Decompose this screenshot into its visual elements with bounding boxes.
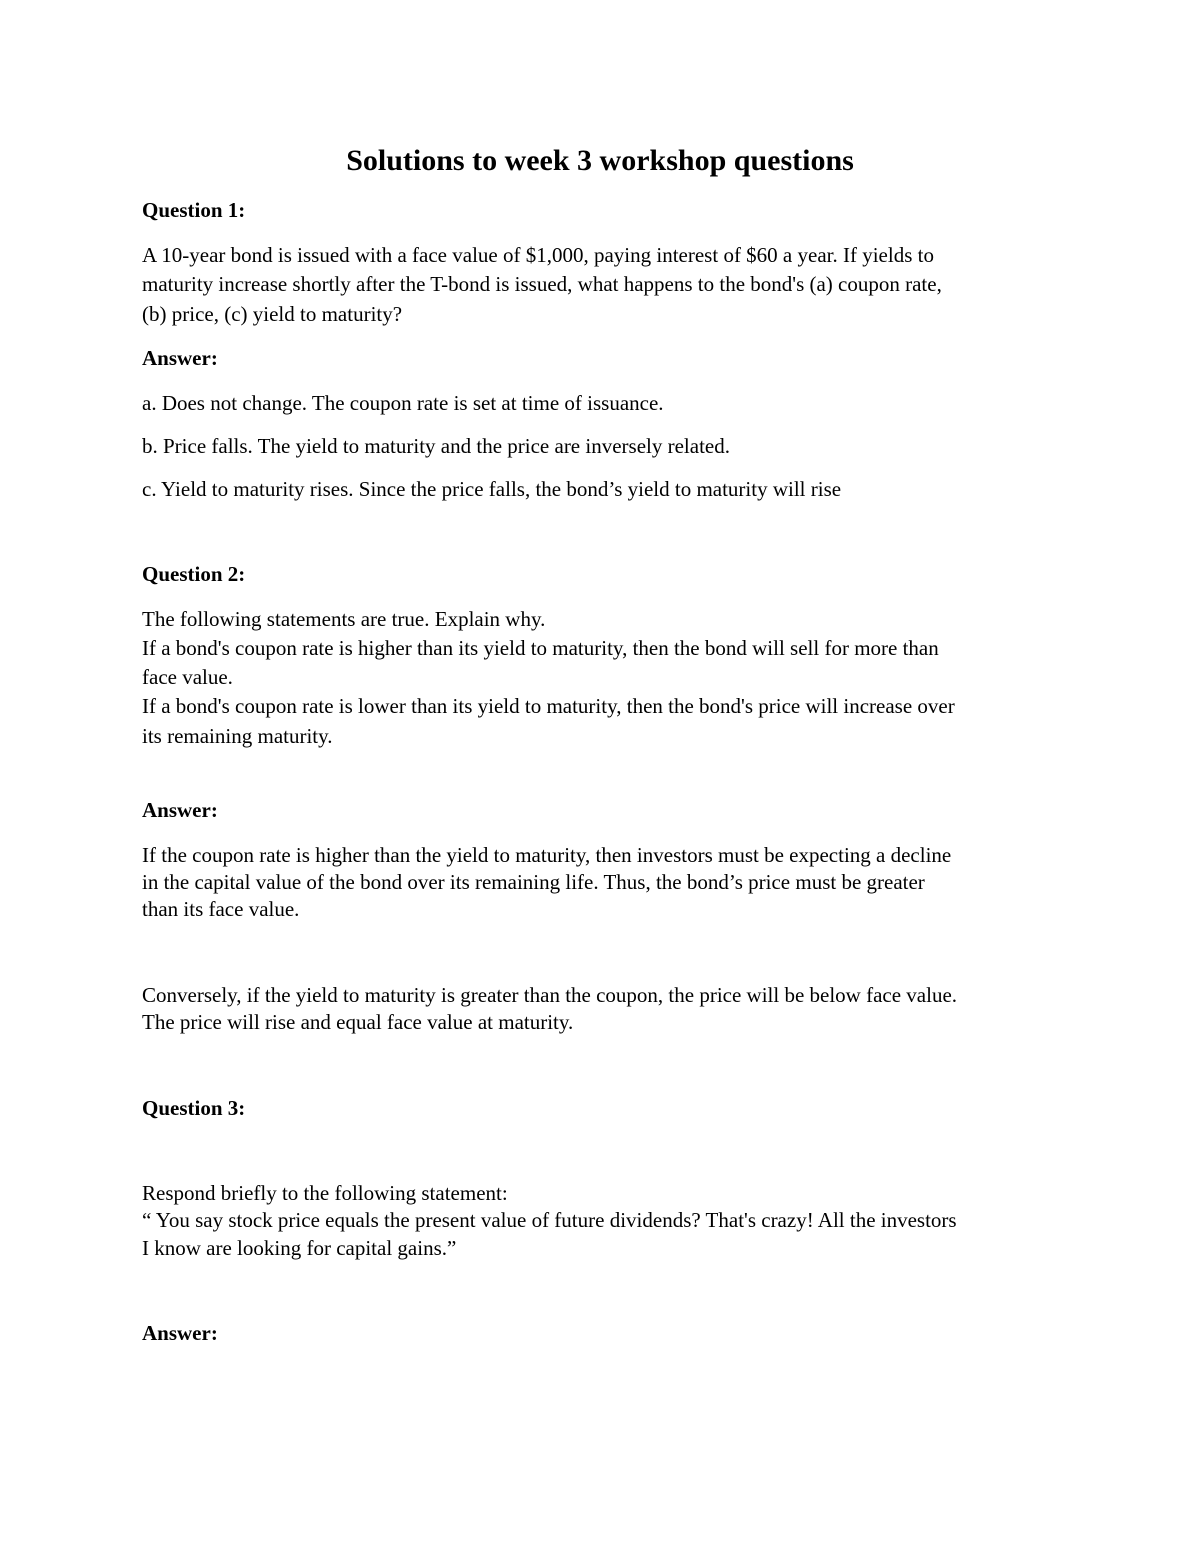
question-1-answer-c: c. Yield to maturity rises. Since the price falls, the bond’s yield to maturity will rise [142,477,842,501]
question-2-text-line: The following statements are true. Explain why. [142,607,546,631]
question-3-text-line: “ You say stock price equals the present value of future dividends? That's crazy! All the investors [142,1208,957,1232]
question-2-answer-line: If the coupon rate is higher than the yield to maturity, then investors must be expecting a decline [142,843,952,867]
page-title: Solutions to week 3 workshop questions [346,144,854,177]
question-2-text-line: If a bond's coupon rate is lower than its yield to maturity, then the bond's price will increase over [142,694,955,718]
question-3-text-line: I know are looking for capital gains.” [142,1236,457,1260]
question-3-text-line: Respond briefly to the following statement: [142,1181,508,1205]
question-2-text-line: its remaining maturity. [142,724,333,748]
question-1-text-line: A 10-year bond is issued with a face value of $1,000, paying interest of $60 a year. If yields to [142,243,934,267]
question-2-answer-line: Conversely, if the yield to maturity is greater than the coupon, the price will be below face value. [142,983,958,1007]
question-2-answer-heading: Answer: [142,798,218,822]
question-2-heading: Question 2: [142,562,246,586]
question-2-answer-line: in the capital value of the bond over its remaining life. Thus, the bond’s price must be greater [142,870,925,894]
question-3-heading: Question 3: [142,1096,246,1120]
question-2-answer-line: The price will rise and equal face value at maturity. [142,1010,574,1034]
question-2-text-line: If a bond's coupon rate is higher than its yield to maturity, then the bond will sell for more than [142,636,939,660]
question-1-answer-a: a. Does not change. The coupon rate is set at time of issuance. [142,391,664,415]
question-3-answer-heading: Answer: [142,1321,218,1345]
question-2-text-line: face value. [142,665,233,689]
question-1-heading: Question 1: [142,198,246,222]
question-1-text-line: maturity increase shortly after the T-bond is issued, what happens to the bond's (a) coupon rate, [142,272,942,296]
question-1-answer-heading: Answer: [142,346,218,370]
question-2-answer-line: than its face value. [142,897,300,921]
question-1-answer-b: b. Price falls. The yield to maturity and the price are inversely related. [142,434,730,458]
question-1-text-line: (b) price, (c) yield to maturity? [142,302,403,326]
